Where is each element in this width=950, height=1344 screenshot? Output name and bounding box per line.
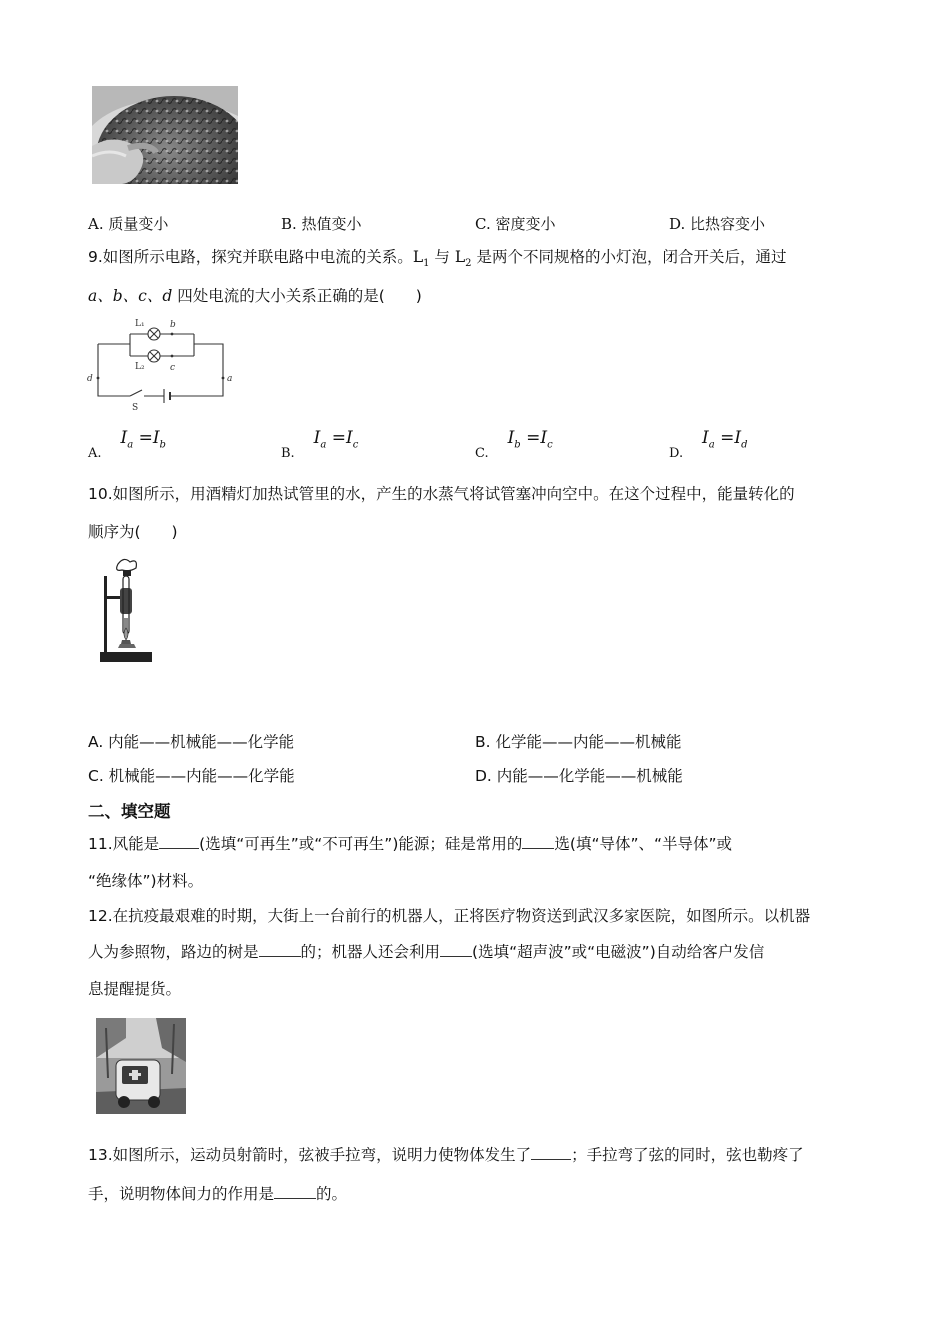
q12-blank-1[interactable] <box>259 942 301 957</box>
q10-number: 10. <box>88 485 113 503</box>
circuit-label-d: d <box>87 374 93 384</box>
q12-line3: 息提醒提货。 <box>88 980 182 998</box>
circuit-label-l2: L₂ <box>135 362 145 372</box>
q12-blank-2[interactable] <box>440 942 472 957</box>
circuit-label-c: c <box>170 363 176 373</box>
parallel-circuit-diagram <box>84 316 240 412</box>
q9-option-a: $_{A.}$ $I_a =I_b$ <box>88 428 166 461</box>
q9-text-c: 四处电流的大小关系正确的是( ) <box>172 287 422 305</box>
q9-vars: a、b、c、d <box>88 287 173 305</box>
q9-l1: $L_1$ <box>412 248 430 270</box>
circuit-label-l1: L₁ <box>135 319 145 329</box>
q9-text-a: 如图所示电路，探究并联电路中电流的关系。 <box>102 248 413 266</box>
q11-line2: “绝缘体”)材料。 <box>88 872 204 890</box>
q9-number: 9. <box>88 248 103 266</box>
q9-option-d: $_{D.}$ $I_a =I_d$ <box>669 428 748 461</box>
q9-l2: $L_2$ <box>454 248 472 270</box>
q11-blank-1[interactable] <box>159 834 199 849</box>
q10-line2: 顺序为( ) <box>88 523 178 541</box>
q11-blank-2[interactable] <box>522 834 554 849</box>
q9-and: 与 <box>429 248 455 266</box>
q8-option-d: D. 比热容变小 <box>669 215 766 233</box>
q11-number: 11. <box>88 835 113 853</box>
q13-blank-1[interactable] <box>531 1145 571 1160</box>
test-tube-apparatus-image <box>96 556 156 668</box>
circuit-label-s: S <box>132 403 139 412</box>
q11-line1: 11.风能是 (选填“可再生”或“不可再生”)能源；硅是常用的 选(填“导体”、“半导体”或 <box>88 835 733 853</box>
q10-option-c: C. 机械能——内能——化学能 <box>88 767 295 785</box>
q12-line1: 12.在抗疫最艰难的时期，大街上一台前行的机器人，正将医疗物资送到武汉多家医院，如图所示。以机器 <box>88 907 811 925</box>
q9-line1 <box>88 246 786 275</box>
q8-option-c: C. 密度变小 <box>475 215 556 233</box>
q9-option-b: $_{B.}$ $I_a =I_c$ <box>281 428 359 461</box>
q9-text-b: 是两个不同规格的小灯泡，闭合开关后，通过 <box>471 248 787 266</box>
q9-line2 <box>88 285 422 307</box>
q13-blank-2[interactable] <box>274 1184 316 1199</box>
q9-option-c: $_{C.}$ $I_b =I_c$ <box>475 428 553 461</box>
q13-line2: 手，说明物体间力的作用是 的。 <box>88 1185 348 1203</box>
q8-option-a: A. 质量变小 <box>88 215 169 233</box>
q12-line2: 人为参照物，路边的树是 的；机器人还会利用 (选填“超声波”或“电磁波”)自动给客户发信 <box>88 943 765 961</box>
q13-line1: 13.如图所示，运动员射箭时，弦被手拉弯，说明力使物体发生了 ；手拉弯了弦的同时，弦也勒疼了 <box>88 1146 804 1164</box>
q8-option-b: B. 热值变小 <box>281 215 362 233</box>
circuit-label-b: b <box>170 320 176 330</box>
q10-option-a: A. 内能——机械能——化学能 <box>88 733 295 751</box>
delivery-robot-image <box>96 1018 186 1114</box>
q13-number: 13. <box>88 1146 113 1164</box>
carved-ball-image <box>92 86 238 184</box>
q10-option-d: D. 内能——化学能——机械能 <box>475 767 683 785</box>
q10-option-b: B. 化学能——内能——机械能 <box>475 733 682 751</box>
section-title: 二、填空题 <box>88 802 171 821</box>
circuit-label-a: a <box>227 374 233 384</box>
q10-text-a: 如图所示，用酒精灯加热试管里的水，产生的水蒸气将试管塞冲向空中。在这个过程中，能量转化的 <box>112 485 795 503</box>
q12-number: 12. <box>88 907 113 925</box>
q10-line1 <box>88 483 795 505</box>
